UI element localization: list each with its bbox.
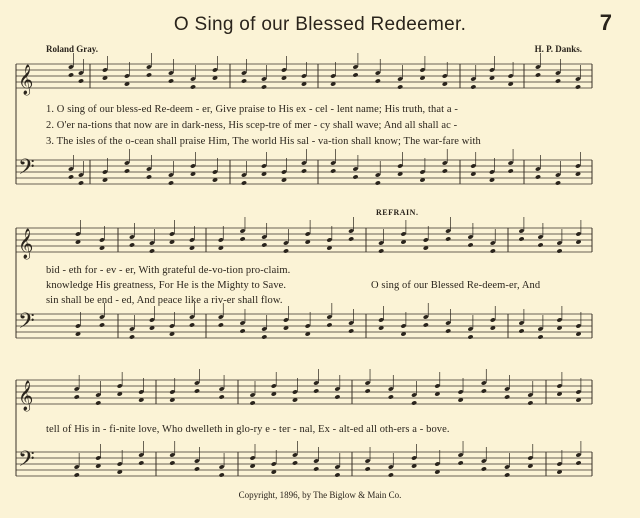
bass-note <box>138 460 144 465</box>
treble-clef: 𝄞 <box>18 65 34 95</box>
bass-note <box>313 466 319 471</box>
bass-note <box>219 472 225 477</box>
treble-note <box>556 248 562 253</box>
treble-note <box>168 78 174 83</box>
bass-note <box>445 328 451 333</box>
bass-clef: 𝄢 <box>18 447 35 477</box>
bass-note <box>301 168 307 173</box>
treble-note <box>129 242 135 247</box>
treble-note <box>388 394 394 399</box>
treble-note <box>527 400 533 405</box>
treble-note <box>241 78 247 83</box>
verse-2-line-2: knowledge His greatness, For He is the Mighty to Save. <box>46 280 287 291</box>
treble-note <box>194 388 200 393</box>
treble-note <box>250 400 256 405</box>
treble-note <box>445 236 451 241</box>
treble-note <box>190 84 196 89</box>
bass-note <box>442 168 448 173</box>
bass-note <box>218 322 224 327</box>
bass-note <box>330 168 336 173</box>
bass-note <box>99 322 105 327</box>
page-number: 7 <box>599 10 612 35</box>
bass-note <box>537 334 543 339</box>
treble-note <box>537 242 543 247</box>
treble-note <box>283 248 289 253</box>
verse-1-line-1: 1. O sing of our bless-ed Re-deem - er, Give praise to His ex - cel - lent name; His truth, that a - <box>46 104 458 115</box>
bass-note <box>365 466 371 471</box>
treble-note <box>504 394 510 399</box>
lyricist-credit: Roland Gray. <box>46 44 99 54</box>
treble-note <box>481 388 487 393</box>
bass-note <box>508 168 514 173</box>
bass-note <box>334 472 340 477</box>
bass-note <box>535 174 541 179</box>
bass-note <box>388 472 394 477</box>
bass-note <box>189 322 195 327</box>
bass-note <box>575 460 581 465</box>
bass-note <box>168 180 174 185</box>
bass-note <box>292 460 298 465</box>
bass-note <box>467 334 473 339</box>
treble-note <box>149 248 155 253</box>
treble-note <box>375 78 381 83</box>
treble-note <box>575 84 581 89</box>
treble-note <box>535 72 541 77</box>
verse-1-line-2: bid - eth for - ev - er, With grateful de-vo-tion pro-claim. <box>46 265 291 276</box>
bass-note <box>124 168 130 173</box>
treble-note <box>490 248 496 253</box>
bass-note <box>146 174 152 179</box>
treble-note <box>518 236 524 241</box>
treble-note <box>467 242 473 247</box>
treble-note <box>470 84 476 89</box>
bass-note <box>348 328 354 333</box>
bass-clef: 𝄢 <box>18 309 35 339</box>
treble-note <box>365 388 371 393</box>
bass-note <box>261 334 267 339</box>
treble-note <box>239 236 245 241</box>
treble-note <box>261 242 267 247</box>
bass-note <box>241 180 247 185</box>
bass-note <box>481 466 487 471</box>
treble-note <box>313 388 319 393</box>
treble-clef: 𝄞 <box>18 381 34 411</box>
bass-note <box>555 180 561 185</box>
composer-credit: H. P. Danks. <box>534 44 582 54</box>
verse-2-line-1: 2. O'er na-tions that now are in dark-ness, His scep-tre of mer - cy shall wave; And all shall ac - <box>46 120 458 131</box>
treble-note <box>411 400 417 405</box>
treble-note <box>78 78 84 83</box>
bass-note <box>194 466 200 471</box>
bass-note <box>326 322 332 327</box>
bass-note <box>78 180 84 185</box>
treble-note <box>352 72 358 77</box>
hymn-title: O Sing of our Blessed Redeemer. <box>173 14 467 35</box>
treble-note <box>397 84 403 89</box>
bass-note <box>239 328 245 333</box>
bass-note <box>74 472 80 477</box>
treble-note <box>95 400 101 405</box>
bass-note <box>68 174 74 179</box>
refrain-lyric: O sing of our Blessed Re-deem-er, And <box>371 280 541 291</box>
bass-note <box>129 334 135 339</box>
treble-note <box>334 394 340 399</box>
treble-clef: 𝄞 <box>18 229 34 259</box>
bass-note <box>458 460 464 465</box>
bass-note <box>352 174 358 179</box>
bass-note <box>169 460 175 465</box>
treble-note <box>348 236 354 241</box>
bass-note <box>423 322 429 327</box>
treble-note <box>74 394 80 399</box>
refrain-lyric-line-2: tell of His in - fi-nite love, Who dwelleth in glo-ry e - ter - nal, Ex - alt-ed all oth-ers a - bove. <box>46 424 450 435</box>
verse-3-line-2: sin shall be end - ed, And peace like a riv-er shall flow. <box>46 295 283 306</box>
treble-note <box>146 72 152 77</box>
bass-note <box>518 328 524 333</box>
copyright-notice: Copyright, 1896, by The Biglow & Main Co. <box>238 490 402 500</box>
treble-note <box>261 84 267 89</box>
treble-note <box>378 248 384 253</box>
treble-note <box>555 78 561 83</box>
bass-note <box>504 472 510 477</box>
treble-note <box>219 394 225 399</box>
refrain-label: REFRAIN. <box>376 208 419 217</box>
bass-note <box>375 180 381 185</box>
treble-note <box>68 72 74 77</box>
bass-clef: 𝄢 <box>18 155 35 185</box>
verse-3-line-1: 3. The isles of the o-cean shall praise Him, The world His sal - va-tion shall know; The war-fare with <box>46 136 481 147</box>
